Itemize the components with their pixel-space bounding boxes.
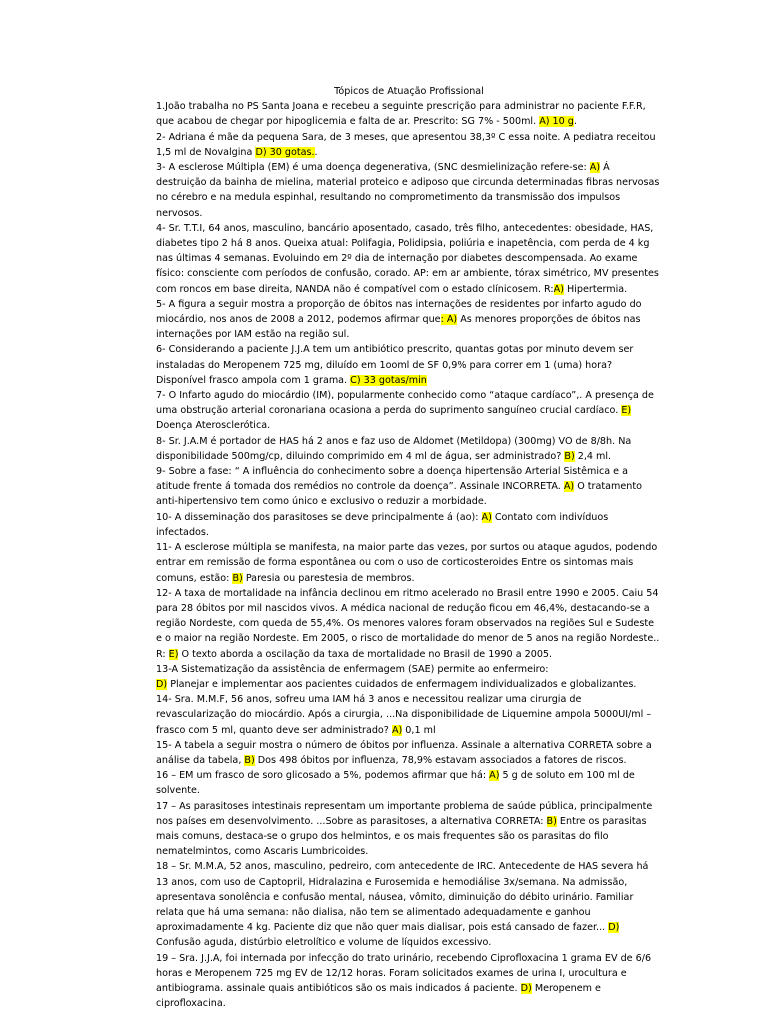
question-paragraph bbox=[156, 859, 662, 950]
paragraph-text: 1.João trabalha no PS Santa Joana e recebeu a seguinte prescrição para administrar no paciente F.F.R, que acabou de chegar por hipoglicemia e falta de ar. Prescrito: SG 7% - 500ml. bbox=[156, 101, 646, 128]
paragraph-text: 2,4 ml. bbox=[574, 450, 612, 462]
paragraph-text: 2- Adriana é mãe da pequena Sara, de 3 meses, que apresentou 38,3º C essa noite. A pediatra receitou 1,5 ml de Novalgina bbox=[156, 131, 656, 158]
paragraph-text: 9- Sobre a fase: “ A influência do conhecimento sobre a doença hipertensão Arterial Sistêmica e a atitude frente á tomada dos remédios no controle da doença”. Assinale INCORRETA. bbox=[156, 466, 629, 493]
question-paragraph bbox=[156, 221, 662, 297]
paragraph-text: As menores proporções de óbitos nas internações por IAM estão na região sul. bbox=[156, 314, 641, 341]
highlighted-answer: A) bbox=[391, 724, 403, 736]
question-paragraph bbox=[156, 586, 662, 647]
question-paragraph bbox=[156, 951, 662, 1012]
paragraph-text: 8- Sr. J.A.M é portador de HAS há 2 anos e faz uso de Aldomet (Metildopa) (300mg) VO de 8/8h. Na disponibilidade 500mg/cp, diluindo comprimido em 4 ml de água, ser administrado? bbox=[156, 435, 632, 462]
paragraph-text: Hipertermia. bbox=[563, 283, 628, 295]
paragraph-text: . bbox=[573, 116, 577, 128]
highlighted-answer: A) bbox=[489, 770, 500, 782]
question-paragraph bbox=[156, 130, 662, 160]
question-paragraph bbox=[156, 464, 662, 510]
paragraph-text: 17 – As parasitoses intestinais representam um importante problema de saúde pública, principalmente nos países em desenvolvimento. ...Sobre as parasitoses, a alternativa CORRETA: bbox=[156, 800, 653, 827]
paragraph-text: Confusão aguda, distúrbio eletrolítico e volume de líquidos excessivo. bbox=[156, 937, 492, 949]
question-paragraph bbox=[156, 510, 662, 540]
paragraph-text: O texto aborda a oscilação da taxa de mortalidade no Brasil de 1990 a 2005. bbox=[178, 648, 553, 660]
document-page bbox=[156, 84, 662, 1011]
paragraph-text: 7- O Infarto agudo do miocárdio (IM), popularmente conhecido como “ataque cardíaco”,. A presença de uma obstrução arterial coronariana ocasiona a perda do suprimento sanguíneo crucial cardíaco. bbox=[156, 390, 654, 417]
question-paragraph bbox=[156, 540, 662, 586]
paragraph-text: Meropenem e ciprofloxacina. bbox=[156, 982, 601, 1010]
highlighted-answer: A) bbox=[563, 481, 575, 493]
paragraph-text: Á destruição da bainha de mielina, material proteico e adiposo que circunda determinadas fibras nervosas no cérebro e na medula espinhal, resultando no comprometimento da transmissão dos impulsos nervosos. bbox=[156, 162, 660, 219]
highlighted-answer: A) bbox=[481, 511, 492, 523]
document-body bbox=[156, 99, 662, 1011]
paragraph-text: Paresia ou parestesia de membros. bbox=[242, 572, 415, 584]
paragraph-text: 12- A taxa de mortalidade na infância declinou em ritmo acelerado no Brasil entre 1990 e 2005. Caiu 54 para 28 óbitos por mil nascidos vivos. A médica nacional de redução ficou em 46,4%, destacando-se a região Nordeste, com queda de 55,4%. Os menores valores foram observados na regiões Sul e Sudeste e o maior na região Nordeste. Em 2005, o risco de mortalidade do menor de 5 anos na região Nordeste.. bbox=[156, 587, 660, 645]
paragraph-text: 10- A disseminação dos parasitoses se deve principalmente á (ao): bbox=[156, 511, 482, 523]
question-paragraph bbox=[156, 677, 662, 692]
paragraph-text: . bbox=[314, 146, 318, 158]
question-paragraph bbox=[156, 768, 662, 798]
paragraph-text: 5- A figura a seguir mostra a proporção de óbitos nas internações de residentes por infarto agudo do miocárdio, nos anos de 2008 a 2012, podemos afirmar que bbox=[156, 298, 642, 326]
highlighted-answer: A) 10 g bbox=[539, 116, 574, 128]
paragraph-text: 3- A esclerose Múltipla (EM) é uma doença degenerativa, (SNC desmielinização refere-se: bbox=[156, 162, 590, 174]
question-paragraph bbox=[156, 342, 662, 388]
paragraph-text: 5 g de soluto em 100 ml de solvente. bbox=[156, 770, 635, 797]
paragraph-text: 14- Sra. M.M.F, 56 anos, sofreu uma IAM há 3 anos e necessitou realizar uma cirurgia de revascularização do miocárdio. Após a cirurgia, ...Na disponibilidade de Liquemine ampola 5000UI/ml – frasco com 5 ml, quanto deve ser administrado? bbox=[156, 694, 652, 736]
paragraph-text: Entre os parasitas mais comuns, destaca-se o grupo dos helmintos, e os mais frequentes são os parasitas do filo nematelmintos, como Ascaris Lumbricoides. bbox=[156, 815, 647, 858]
highlighted-answer: : A) bbox=[440, 314, 458, 326]
paragraph-text: 0,1 ml bbox=[402, 724, 436, 736]
paragraph-text: 19 – Sra. J.J.A, foi internada por infecção do trato urinário, recebendo Ciprofloxacina 1 grama EV de 6/6 horas e Meropenem 725 mg EV de 12/12 horas. Foram solicitados exames de urina I, urocultura e antibiograma. assinale quais antibióticos são os mais indicados á paciente. bbox=[156, 952, 652, 994]
question-paragraph bbox=[156, 99, 662, 129]
question-paragraph bbox=[156, 692, 662, 738]
question-paragraph bbox=[156, 738, 662, 768]
highlighted-answer: B) bbox=[244, 754, 255, 766]
paragraph-text: 16 – EM um frasco de soro glicosado a 5%, podemos afirmar que há: bbox=[156, 770, 490, 782]
document-title: Tópicos de Atuação Profissional bbox=[334, 86, 484, 97]
paragraph-text: 6- Considerando a paciente J.J.A tem um antibiótico prescrito, quantas gotas por minuto devem ser instaladas do Meropenem 725 mg, diluído em 1ooml de SF 0,9% para correr em 1 (uma) hora? Disponível frasco ampola com 1 grama. bbox=[156, 344, 634, 386]
question-paragraph bbox=[156, 297, 662, 343]
highlighted-answer: B) bbox=[564, 450, 575, 462]
paragraph-text: 11- A esclerose múltipla se manifesta, na maior parte das vezes, por surtos ou ataque agudos, podendo entrar em remissão de forma espontânea ou com o uso de corticosteroides Entre os sintomas mais comuns, estão: bbox=[156, 542, 658, 584]
paragraph-text: 15- A tabela a seguir mostra o número de óbitos por influenza. Assinale a alternativa CORRETA sobre a análise da tabela, bbox=[156, 739, 652, 766]
question-paragraph bbox=[156, 388, 662, 434]
highlighted-answer: E) bbox=[621, 405, 632, 417]
paragraph-text: O tratamento anti-hipertensivo tem como único e exclusivo o reduzir a morbidade. bbox=[156, 481, 642, 508]
question-paragraph bbox=[156, 434, 662, 464]
highlighted-answer: B) bbox=[232, 572, 243, 584]
question-paragraph bbox=[156, 647, 662, 662]
paragraph-text: R: bbox=[156, 648, 169, 660]
question-paragraph bbox=[156, 662, 662, 677]
question-paragraph bbox=[156, 799, 662, 860]
highlighted-answer: D) bbox=[156, 678, 168, 690]
paragraph-text: 18 – Sr. M.M.A, 52 anos, masculino, pedreiro, com antecedente de IRC. Antecedente de HAS severa há 13 anos, com uso de Captopril, Hidralazina e Furosemida e hemodiálise 3x/semana. Na admissão, apresentava sonolência e confusão mental, náusea, vômito, diminuição do débito urinário. Familiar relata que há uma semana: não dialisa, não tem se alimentado adequadamente e ganhou aproximadamente 4 kg. Paciente diz que não quer mais dialisar, pois está cansado de fazer... bbox=[156, 861, 649, 934]
highlighted-answer: A) bbox=[553, 283, 564, 295]
highlighted-answer: A) bbox=[589, 162, 601, 174]
highlighted-answer: E) bbox=[168, 648, 179, 660]
paragraph-text: 4- Sr. T.T.I, 64 anos, masculino, bancário aposentado, casado, três filho, antecedentes: obesidade, HAS, diabetes tipo 2 há 8 anos. Queixa atual: Polifagia, Polidipsia, poliúria e inapetência, com perda de 4 kg nas últimas 4 semanas. Evoluindo em 2º dia de internação por diabetes descompensada. Ao exame físico: consciente com períodos de confusão, corado. AP: em ar ambiente, tórax simétrico, MV presentes com roncos em base direita, NANDA não é compatível com o estado clínicosem. R: bbox=[156, 222, 659, 295]
paragraph-text: Doença Aterosclerótica. bbox=[156, 420, 271, 432]
highlighted-answer: D) bbox=[520, 982, 532, 994]
highlighted-answer: B) bbox=[546, 815, 557, 827]
paragraph-text: Dos 498 óbitos por influenza, 78,9% estavam associados a fatores de riscos. bbox=[254, 754, 627, 766]
highlighted-answer: C) 33 gotas/min bbox=[350, 374, 427, 386]
paragraph-text: 13-A Sistematização da assistência de enfermagem (SAE) permite ao enfermeiro: bbox=[156, 663, 549, 675]
paragraph-text: Planejar e implementar aos pacientes cuidados de enfermagem individualizados e globalizantes. bbox=[167, 678, 637, 690]
highlighted-answer: D) bbox=[608, 922, 620, 934]
question-paragraph bbox=[156, 160, 662, 221]
paragraph-text: Contato com indivíduos infectados. bbox=[156, 511, 609, 538]
highlighted-answer: D) 30 gotas. bbox=[255, 146, 315, 158]
